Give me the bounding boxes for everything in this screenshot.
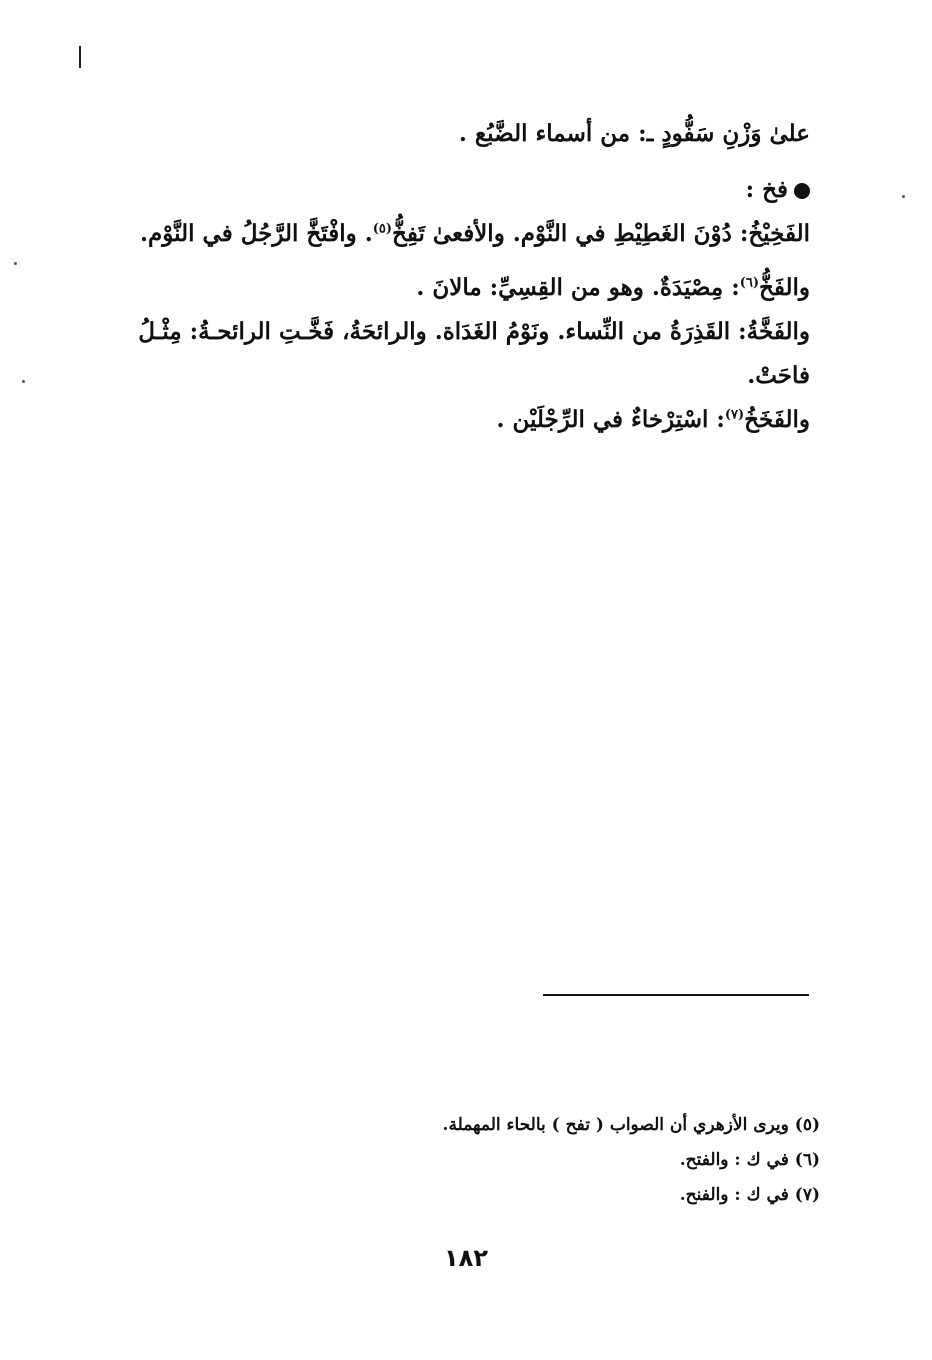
entry-fakhakh: والفَخَخُ <box>744 406 810 433</box>
footnote-item: (٥) ويرى الأزهري أن الصواب ( تفح ) بالحاء المهملة. <box>442 1115 820 1135</box>
entry-fakhikh-end: . وافْتَخَّ الرَّجُلُ في النَّوْم. <box>140 220 373 247</box>
root-heading-label: فخ : <box>745 176 788 203</box>
footnote-item: (٧) في ك : والفنح. <box>679 1185 820 1205</box>
footnote-divider <box>543 994 809 996</box>
text-line <box>70 212 810 256</box>
footnote-ref: (٥) <box>372 221 393 237</box>
footnote-item: (٦) في ك : والفتح. <box>679 1150 820 1170</box>
text-line <box>70 266 810 310</box>
scan-speck <box>902 195 905 198</box>
page-number: ١٨٢ <box>444 1244 488 1272</box>
margin-mark <box>79 46 81 68</box>
text-line: علىٰ وَزْنِ سَفُّودٍ ـ: من أسماء الضَّبُع . <box>458 120 810 147</box>
main-text <box>70 112 810 442</box>
footnote-ref: (٦) <box>739 275 759 291</box>
footnotes <box>300 1108 820 1213</box>
entry-fakhakh-end: : اسْتِرْخاءٌ في الرِّجْلَيْن . <box>496 406 725 433</box>
footnote-ref: (٧) <box>724 407 745 423</box>
entry-fakhikh: الفَخِيْخُ: دُوْنَ الغَطِيْطِ في النَّوْم. والأفعىٰ تَفِخُّ <box>392 220 810 247</box>
text-line <box>70 398 810 442</box>
scan-speck <box>22 380 25 383</box>
entry-fakh-end: : مِصْيَدَةٌ. وهو من القِسِيِّ: مالانَ . <box>416 274 740 301</box>
bullet-icon <box>794 183 810 199</box>
scan-speck <box>14 262 17 265</box>
root-heading <box>70 168 810 212</box>
entry-fakhkha: والفَخَّةُ: القَذِرَةُ من النِّساء. ونَوْمُ الغَدَاة. والرائحَةُ، فَخَّـتِ الرائحـةُ: مِثْـلُ فاحَتْ. <box>138 318 810 389</box>
entry-fakh: والفَخُّ <box>759 274 810 301</box>
